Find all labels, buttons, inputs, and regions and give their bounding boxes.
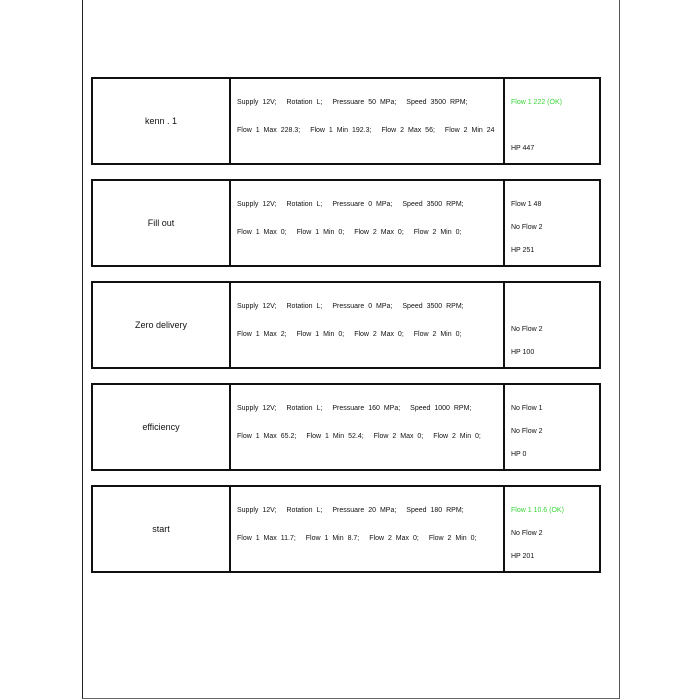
parameter-field: Pressuare 50 MPa; [332, 99, 397, 106]
parameter-line [237, 127, 505, 134]
parameter-line [237, 535, 486, 542]
record-status [505, 487, 599, 571]
parameter-field: Flow 1 Max 2; [237, 331, 287, 338]
status-line: No Flow 2 [511, 224, 543, 231]
status-line: No Flow 2 [511, 326, 543, 333]
record-parameters [231, 385, 505, 469]
parameter-field: Speed 1000 RPM; [410, 405, 472, 412]
parameter-field: Speed 3500 RPM; [402, 303, 464, 310]
parameter-field: Flow 1 Min 0; [296, 229, 345, 236]
parameter-field: Flow 2 Max 0; [354, 331, 404, 338]
record-card [91, 383, 601, 471]
status-line: No Flow 1 [511, 405, 543, 412]
parameter-line [237, 331, 471, 338]
status-line: HP 251 [511, 247, 535, 254]
status-line: HP 447 [511, 145, 535, 152]
status-line: HP 201 [511, 553, 535, 560]
record-status [505, 181, 599, 265]
parameter-field: Supply 12V; [237, 201, 277, 208]
parameter-field: Flow 1 Min 0; [296, 331, 345, 338]
status-line: HP 100 [511, 349, 535, 356]
parameter-field: Flow 1 Min 52.4; [306, 433, 364, 440]
parameter-line [237, 507, 474, 514]
status-line: Flow 1 48 [511, 201, 542, 208]
status-line: HP 0 [511, 451, 527, 458]
parameter-line [237, 405, 481, 412]
parameter-field: Flow 2 Min 0; [413, 229, 462, 236]
record-card [91, 179, 601, 267]
record-name: kenn . 1 [93, 79, 231, 163]
parameter-field: Rotation L; [286, 303, 323, 310]
parameter-line [237, 433, 491, 440]
parameter-field: Flow 2 Max 0; [354, 229, 404, 236]
parameter-field: Flow 1 Max 0; [237, 229, 287, 236]
parameter-field: Rotation L; [286, 405, 323, 412]
record-name: Fill out [93, 181, 231, 265]
parameter-line [237, 201, 474, 208]
parameter-field: Flow 2 Min 0; [428, 535, 477, 542]
status-line: No Flow 2 [511, 428, 543, 435]
record-card [91, 77, 601, 165]
status-line: Flow 1 10.6 (OK) [511, 507, 564, 514]
parameter-field: Flow 2 Min 24 [444, 127, 495, 134]
record-card [91, 485, 601, 573]
parameter-field: Rotation L; [286, 201, 323, 208]
record-parameters [231, 79, 505, 163]
record-status [505, 283, 599, 367]
parameter-field: Pressuare 20 MPa; [332, 507, 397, 514]
parameter-field: Flow 1 Max 228.3; [237, 127, 301, 134]
record-parameters [231, 181, 505, 265]
parameter-field: Flow 2 Max 56; [381, 127, 435, 134]
parameter-field: Pressuare 0 MPa; [332, 201, 393, 208]
status-line: Flow 1 222 (OK) [511, 99, 562, 106]
record-name: start [93, 487, 231, 571]
record-status [505, 385, 599, 469]
parameter-field: Rotation L; [286, 507, 323, 514]
document-page [82, 0, 620, 699]
parameter-field: Flow 1 Max 11.7; [237, 535, 296, 542]
record-parameters [231, 283, 505, 367]
record-card [91, 281, 601, 369]
parameter-field: Rotation L; [286, 99, 323, 106]
parameter-field: Speed 3500 RPM; [402, 201, 464, 208]
parameter-line [237, 229, 471, 236]
parameter-line [237, 99, 477, 106]
parameter-field: Flow 2 Min 0; [433, 433, 481, 440]
parameter-field: Flow 1 Min 8.7; [305, 535, 360, 542]
parameter-field: Supply 12V; [237, 99, 277, 106]
parameter-field: Supply 12V; [237, 507, 277, 514]
record-name: Zero delivery [93, 283, 231, 367]
parameter-line [237, 303, 474, 310]
record-status [505, 79, 599, 163]
record-parameters [231, 487, 505, 571]
parameter-field: Speed 3500 RPM; [406, 99, 468, 106]
parameter-field: Flow 1 Min 192.3; [310, 127, 372, 134]
parameter-field: Flow 2 Max 0; [373, 433, 424, 440]
record-name: efficiency [93, 385, 231, 469]
parameter-field: Flow 2 Max 0; [369, 535, 419, 542]
parameter-field: Flow 1 Max 65.2; [237, 433, 297, 440]
parameter-field: Pressuare 0 MPa; [332, 303, 393, 310]
parameter-field: Supply 12V; [237, 405, 277, 412]
status-line: No Flow 2 [511, 530, 543, 537]
parameter-field: Flow 2 Min 0; [413, 331, 462, 338]
parameter-field: Supply 12V; [237, 303, 277, 310]
parameter-field: Speed 180 RPM; [406, 507, 464, 514]
parameter-field: Pressuare 160 MPa; [332, 405, 401, 412]
